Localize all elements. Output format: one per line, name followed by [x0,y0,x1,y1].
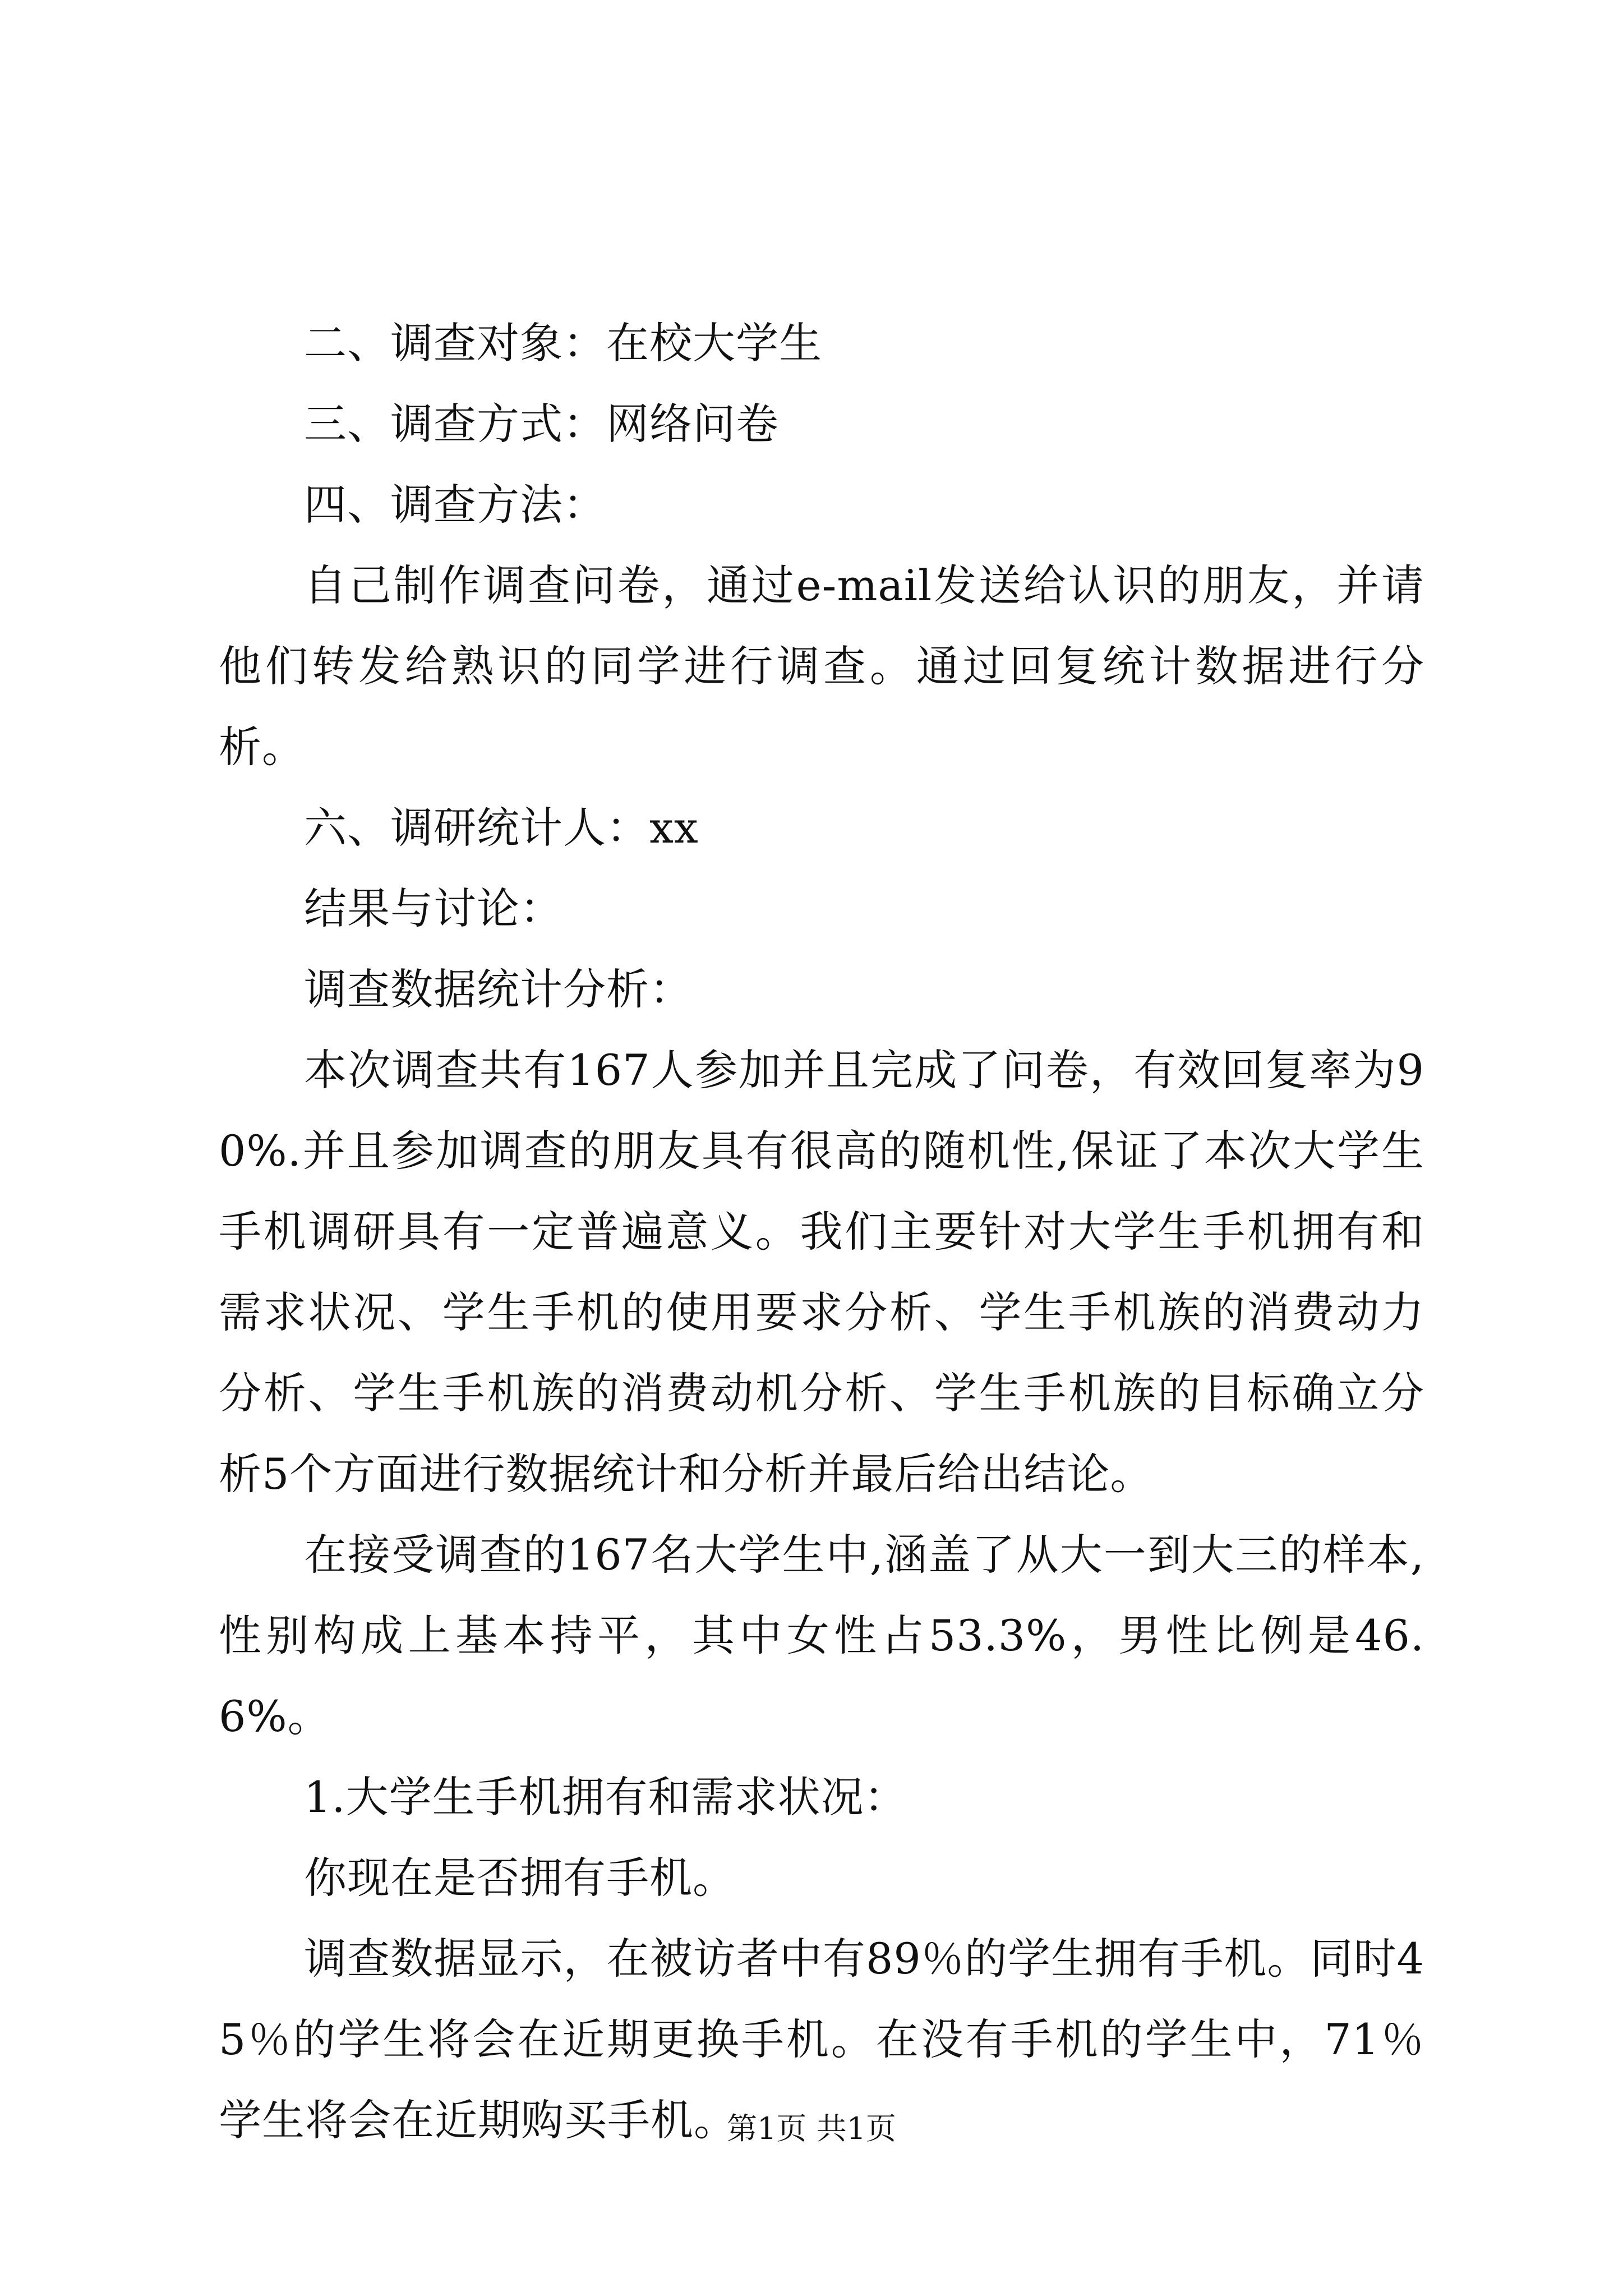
paragraph-survey-method-heading: 四、调查方法： [304,480,606,530]
document-body [219,303,1424,2161]
page-number-footer: 第1页 共1页 [727,2111,896,2146]
paragraph-section-1-heading: 1.大学生手机拥有和需求状况： [304,1772,907,1822]
paragraph-analysis-heading: 调查数据统计分析： [304,964,693,1014]
paragraph-analysis-overview: 本次调查共有167人参加并且完成了问卷，有效回复率为90%.并且参加调查的朋友具有很高的随机性,保证了本次大学生手机调研具有一定普遍意义。我们主要针对大学生手机拥有和需求状况、学生手机的使用要求分析、学生手机族的消费动力分析、学生手机族的消费动机分析、学生手机族的目标确立分析5个方面进行数据统计和分析并最后给出结论。 [219,1045,1424,1499]
paragraph-survey-method: 自己制作调查问卷，通过e-mail发送给认识的朋友，并请他们转发给熟识的同学进行调查。通过回复统计数据进行分析。 [219,560,1424,772]
paragraph-survey-mode: 三、调查方式：网络问卷 [304,399,779,449]
paragraph-findings: 调查数据显示，在被访者中有89％的学生拥有手机。同时45％的学生将会在近期更换手机。在没有手机的学生中，71％学生将会在近期购买手机。 [219,1934,1424,2145]
paragraph-survey-statistician: 六、调研统计人：xx [304,803,699,853]
paragraph-results-heading: 结果与讨论： [304,884,563,933]
paragraph-question: 你现在是否拥有手机。 [304,1853,736,1903]
paragraph-survey-subject: 二、调查对象：在校大学生 [304,318,822,368]
paragraph-sample-composition: 在接受调查的167名大学生中,涵盖了从大一到大三的样本,性别构成上基本持平，其中女性占53.3%，男性比例是46.6%。 [219,1530,1424,1741]
